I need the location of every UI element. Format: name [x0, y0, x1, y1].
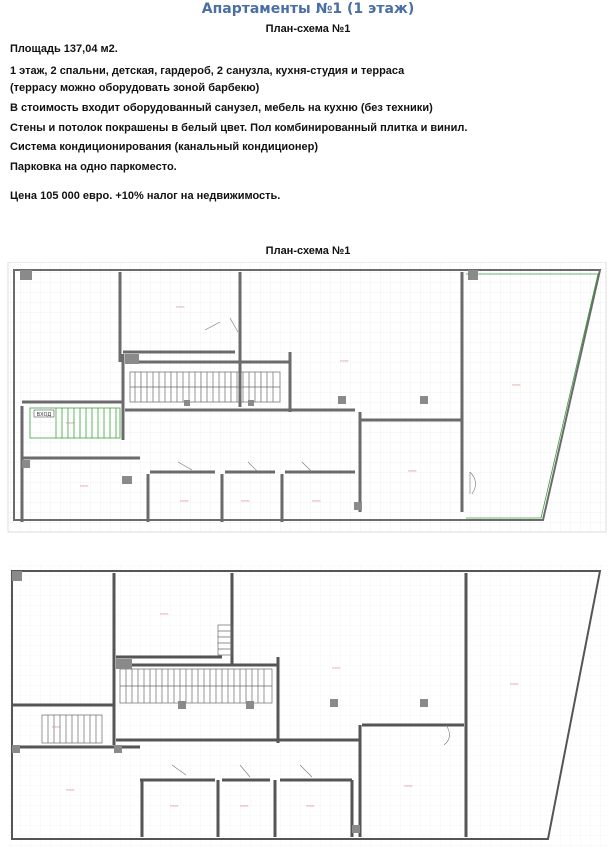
svg-text:▭▭▭: ▭▭▭ [176, 305, 185, 309]
svg-text:▭▭▭: ▭▭▭ [510, 682, 519, 686]
page-title: Апартаменты №1 (1 этаж) [201, 1, 415, 17]
svg-text:▭▭▭: ▭▭▭ [80, 484, 89, 488]
svg-text:▭▭▭: ▭▭▭ [404, 784, 413, 788]
terrace-note-text: (террасу можно оборудовать зоной барбекю) [10, 82, 260, 94]
svg-text:▭▭▭: ▭▭▭ [66, 788, 75, 792]
floor-plan-2 [0, 565, 616, 849]
svg-text:▭▭▭: ▭▭▭ [312, 499, 321, 503]
area-text: Площадь 137,04 м2. [10, 43, 118, 55]
svg-text:▭▭▭: ▭▭▭ [340, 359, 349, 363]
svg-text:▭▭▭: ▭▭▭ [332, 666, 341, 670]
entrance-label: ВХОД [36, 412, 52, 418]
ac-text: Система кондиционирования (канальный кондиционер) [10, 141, 319, 153]
svg-text:▭▭▭: ▭▭▭ [52, 725, 61, 729]
svg-text:▭▭▭: ▭▭▭ [306, 804, 315, 808]
layout-text: 1 этаж, 2 спальни, детская, гардероб, 2 санузла, кухня-студия и терраса [10, 65, 405, 77]
parking-text: Парковка на одно паркоместо. [10, 161, 177, 173]
page-subtitle: План-схема №1 [265, 23, 351, 35]
included-text: В стоимость входит оборудованный санузел, мебель на кухню (без техники) [10, 102, 433, 114]
finish-text: Стены и потолок покрашены в белый цвет. Пол комбинированный плитка и винил. [10, 122, 468, 134]
svg-text:▭▭▭: ▭▭▭ [180, 499, 189, 503]
floor-plan-1 [0, 262, 616, 534]
svg-text:▭▭▭: ▭▭▭ [170, 804, 179, 808]
svg-text:▭▭▭: ▭▭▭ [160, 612, 169, 616]
floor-plan-title: План-схема №1 [265, 245, 351, 257]
price-text: Цена 105 000 евро. +10% налог на недвижимость. [10, 190, 281, 202]
svg-text:▭▭▭: ▭▭▭ [240, 804, 249, 808]
svg-text:▭▭▭: ▭▭▭ [408, 469, 417, 473]
svg-text:▭▭▭: ▭▭▭ [241, 499, 250, 503]
svg-text:▭▭▭: ▭▭▭ [66, 421, 75, 425]
svg-text:▭▭▭: ▭▭▭ [512, 383, 521, 387]
